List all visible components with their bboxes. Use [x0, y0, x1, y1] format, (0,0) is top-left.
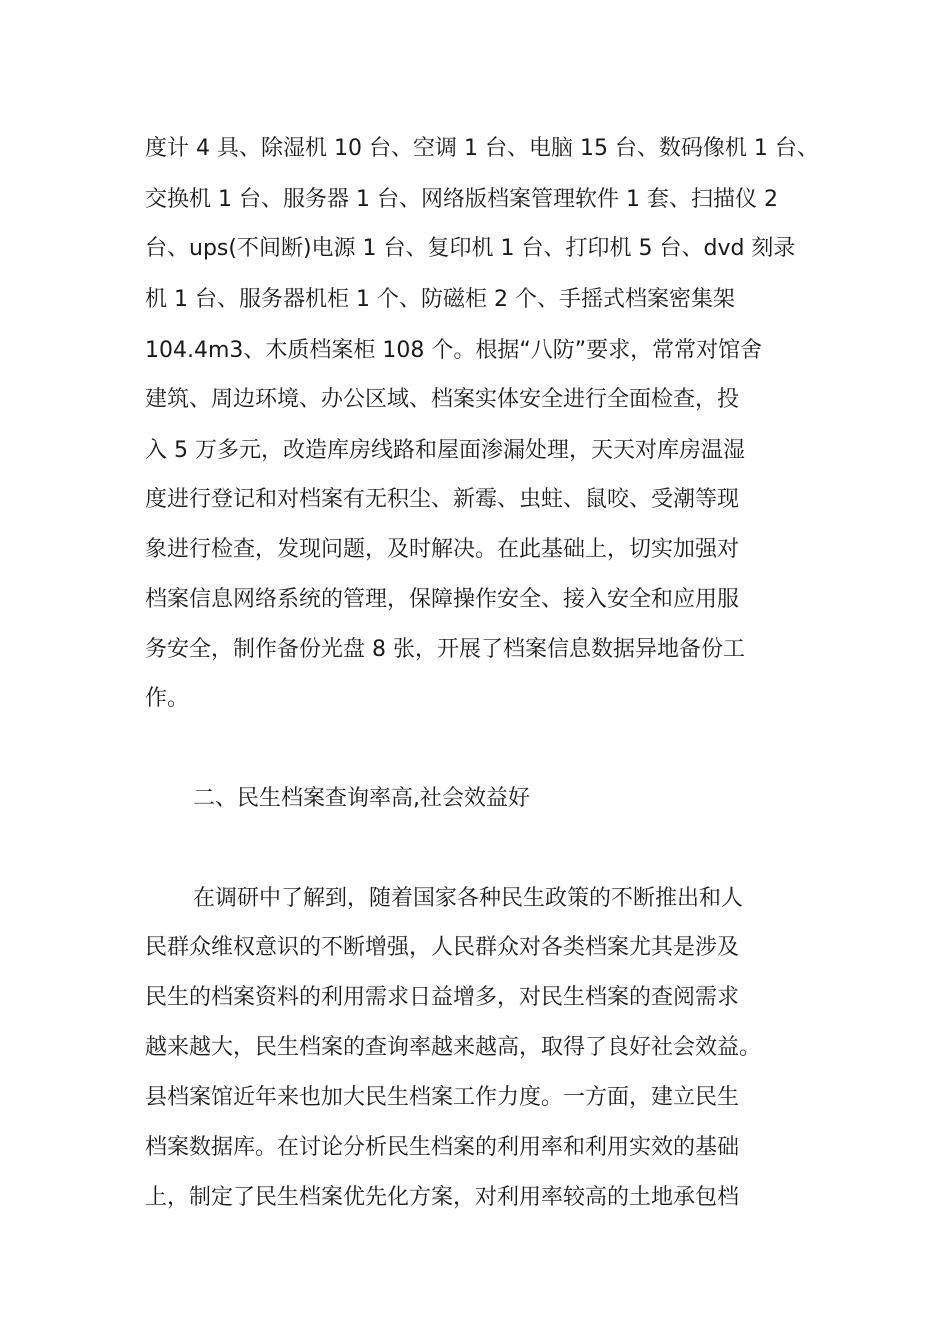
- text-line: 建筑、周边环境、办公区域、档案实体安全进行全面检查，投: [145, 387, 740, 412]
- text-line: 作。: [145, 686, 190, 711]
- section-heading: 二、民生档案查询率高,社会效益好: [193, 786, 530, 811]
- text-line: 上，制定了民生档案优先化方案，对利用率较高的土地承包档: [145, 1185, 740, 1210]
- text-line: 档案信息网络系统的管理，保障操作安全、接入安全和应用服: [145, 587, 740, 612]
- text-line: 度进行登记和对档案有无积尘、新霉、虫蛀、鼠咬、受潮等现: [145, 487, 740, 512]
- text-line: 档案数据库。在讨论分析民生档案的利用率和利用实效的基础: [145, 1135, 740, 1160]
- text-line: 台、ups(不间断)电源 1 台、复印机 1 台、打印机 5 台、dvd 刻录: [145, 236, 796, 261]
- text-line: 越来越大，民生档案的查询率越来越高，取得了良好社会效益。: [145, 1035, 762, 1060]
- text-line: 县档案馆近年来也加大民生档案工作力度。一方面，建立民生: [145, 1085, 740, 1110]
- text-line: 交换机 1 台、服务器 1 台、网络版档案管理软件 1 套、扫描仪 2: [145, 187, 778, 212]
- text-line: 象进行检查，发现问题，及时解决。在此基础上，切实加强对: [145, 537, 740, 562]
- text-line: 104.4m3、木质档案柜 108 个。根据“八防”要求，常常对馆舍: [145, 338, 763, 363]
- text-line: 入 5 万多元，改造库房线路和屋面渗漏处理，天天对库房温湿: [145, 438, 745, 463]
- text-line: 机 1 台、服务器机柜 1 个、防磁柜 2 个、手摇式档案密集架: [145, 287, 735, 312]
- text-line: 度计 4 具、除湿机 10 台、空调 1 台、电脑 15 台、数码像机 1 台、: [145, 136, 819, 161]
- text-line: 民生的档案资料的利用需求日益增多，对民生档案的查阅需求: [145, 985, 740, 1010]
- text-line: 民群众维权意识的不断增强，人民群众对各类档案尤其是涉及: [145, 935, 740, 960]
- text-line: 务安全，制作备份光盘 8 张，开展了档案信息数据异地备份工: [145, 637, 745, 662]
- text-line: 在调研中了解到，随着国家各种民生政策的不断推出和人: [193, 886, 744, 911]
